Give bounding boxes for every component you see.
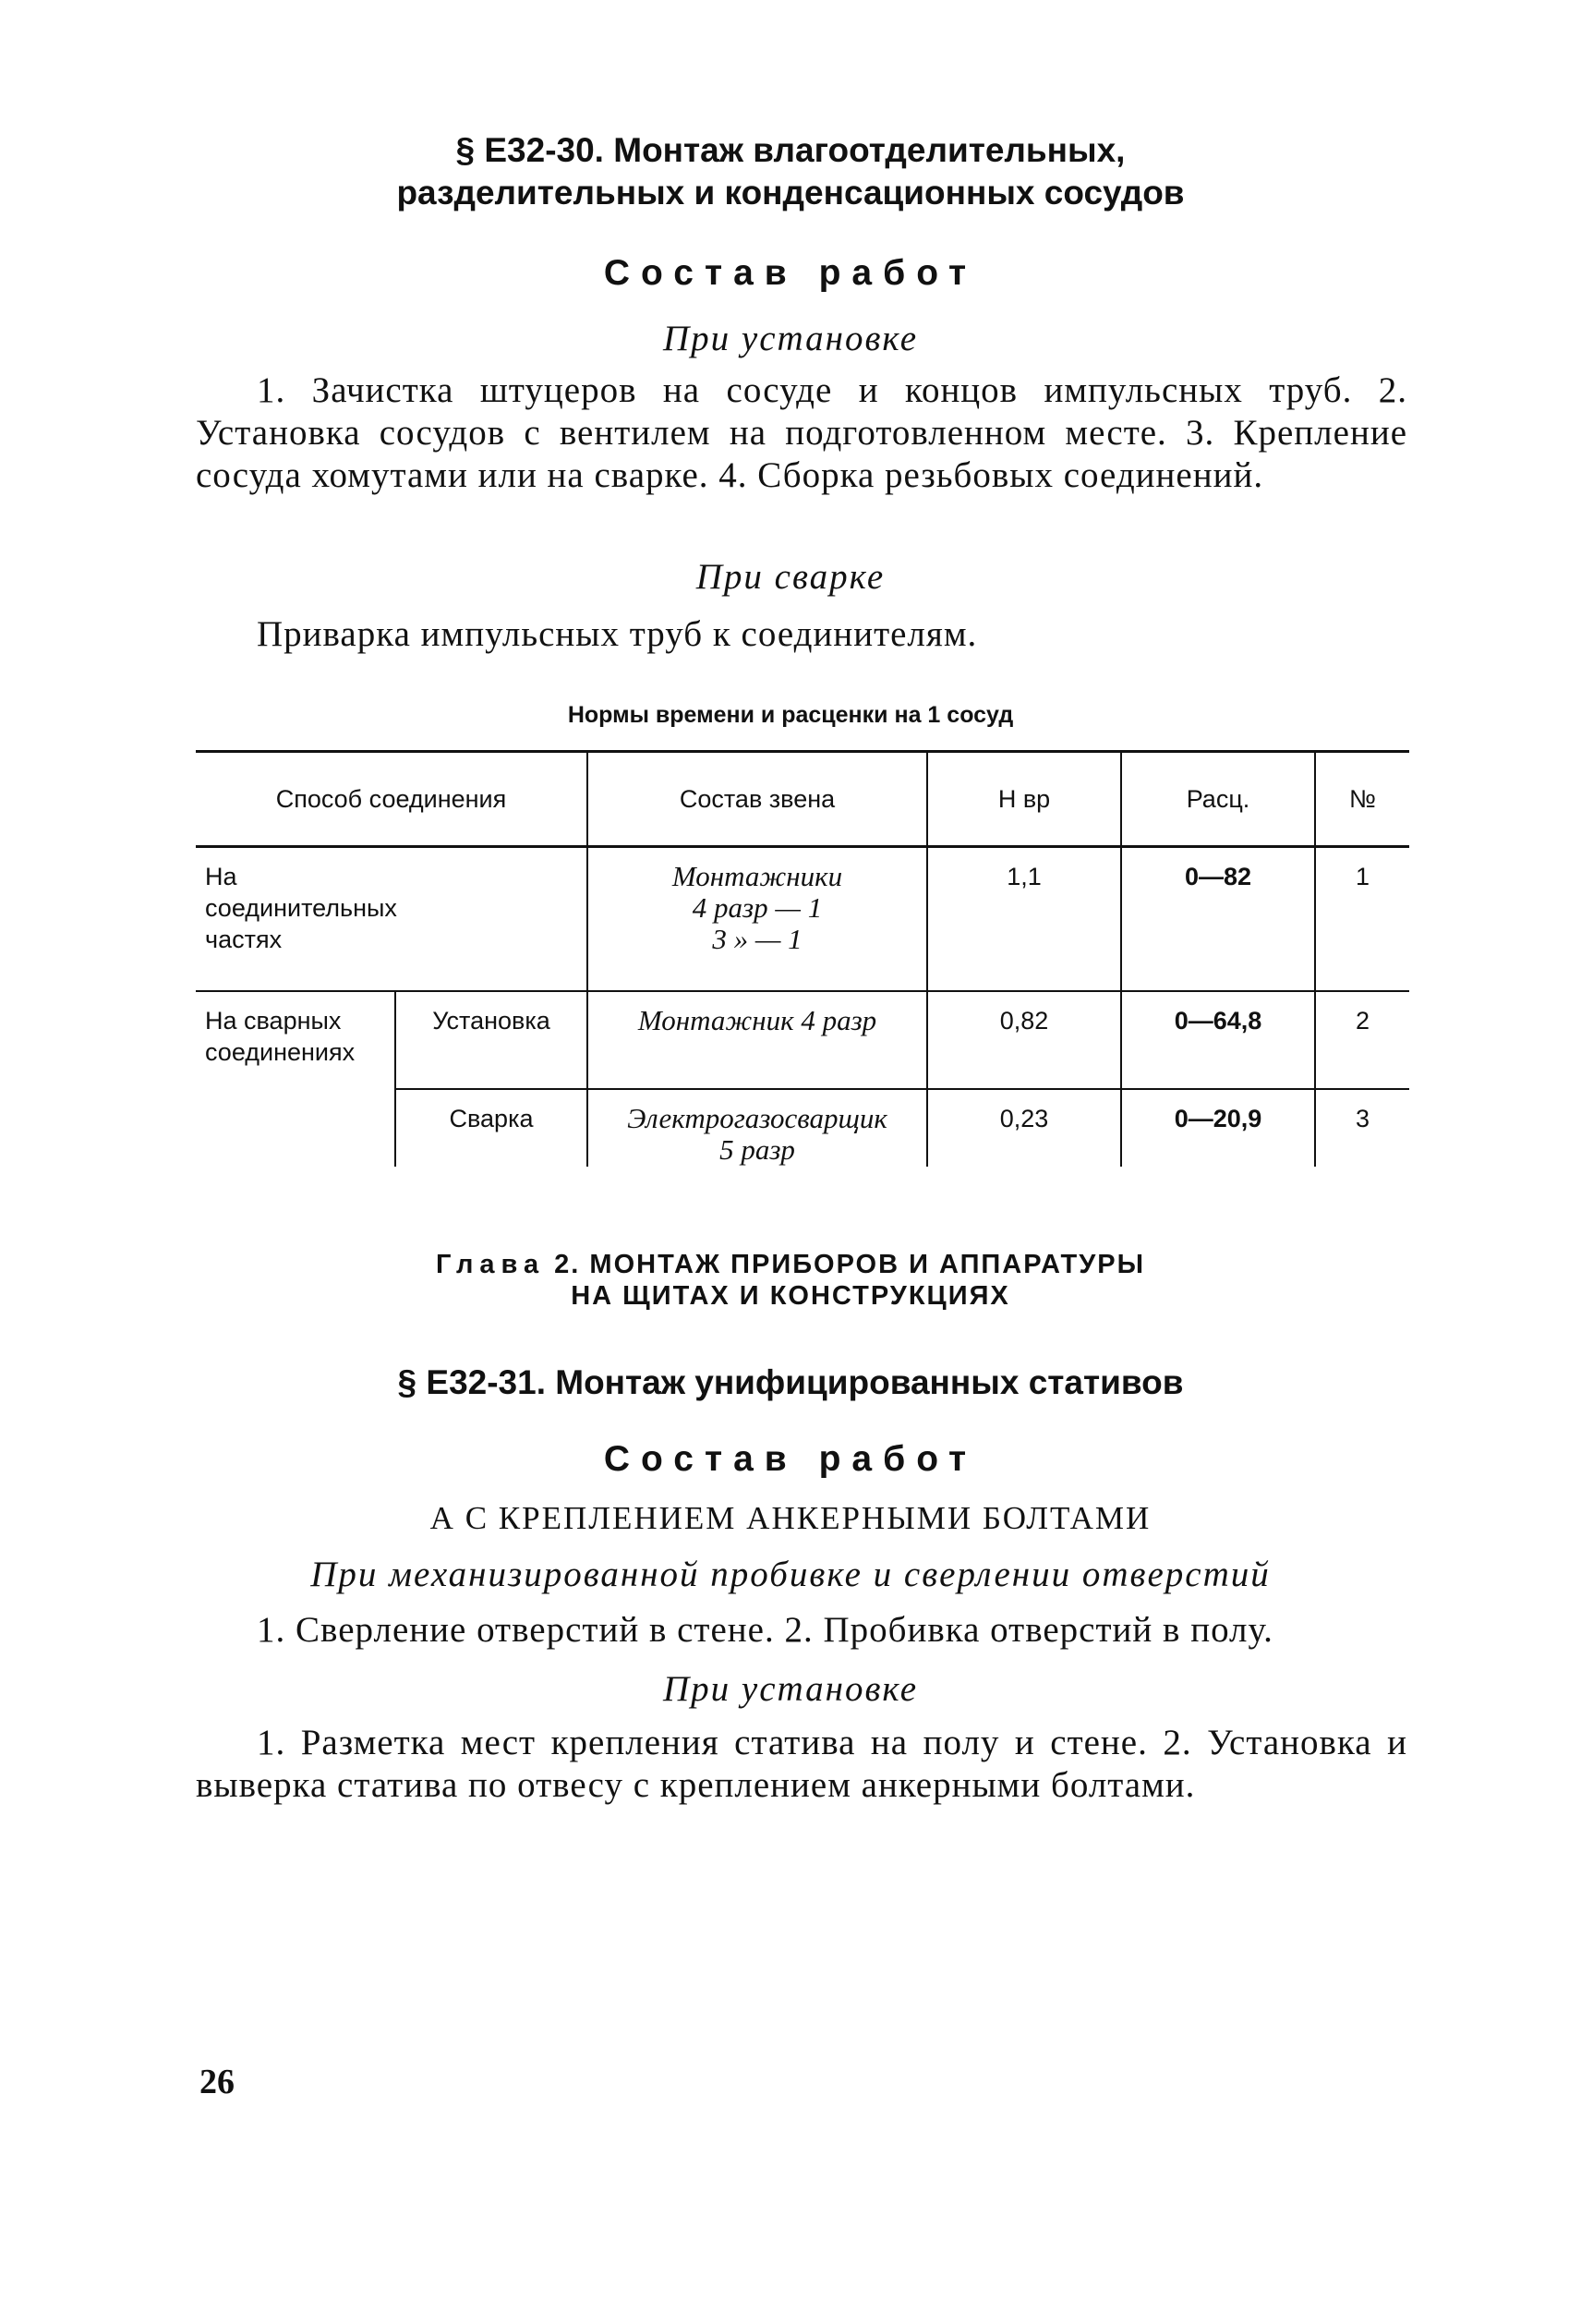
page-number: 26 [199,2063,235,2101]
norms-table [196,750,1409,1167]
row1-num: 1 [1315,847,1409,991]
anchor-bolts-subheading: А С КРЕПЛЕНИЕМ АНКЕРНЫМИ БОЛТАМИ [429,1500,1152,1536]
welding-subtitle: При сварке [695,557,886,597]
row1-crew-line3: 3 » — 1 [712,923,803,955]
header-num: № [1315,752,1409,847]
row1-crew-line2: 4 разр — 1 [692,891,823,924]
chapter-heading [185,1249,1396,1312]
table-caption: Нормы времени и расценки на 1 сосуд [567,702,1014,728]
row2-num: 2 [1315,991,1409,1089]
row1-rate: 0—82 [1121,847,1315,991]
row3-method: Сварка [395,1089,587,1167]
row1-crew [587,847,927,991]
chapter-title-line1: 2. МОНТАЖ ПРИБОРОВ И АППАРАТУРЫ [554,1250,1145,1279]
table-header-row [196,752,1409,847]
header-crew: Состав звена [587,752,927,847]
row3-crew-line2: 5 разр [719,1132,795,1166]
row2-norm: 0,82 [927,991,1121,1089]
composition-title-2: Состав работ [603,1439,978,1479]
mech-subtitle: При механизированной пробивке и сверлении отверстий [310,1555,1271,1594]
install-text-2: 1. Разметка мест крепления статива на полу и стене. 2. Установка и выверка статива по отвесу с креплением анкерными болтами. [196,1723,1407,1805]
install-text: 1. Зачистка штуцеров на сосуде и концов импульсных труб. 2. Установка сосудов с вентилем на подготовленном месте. 3. Крепление сосуда хомутами или на сварке. 4. Сборка резьбовых соединений. [196,370,1407,495]
chapter-heading-line1 [185,1249,1396,1280]
row2-rate: 0—64,8 [1121,991,1315,1089]
section-heading-line2: разделительных и конденсационных сосудов [396,174,1185,212]
welding-text: Приварка импульсных труб к соединителям. [257,614,978,654]
mech-text: 1. Сверление отверстий в стене. 2. Пробивка отверстий в полу. [257,1610,1273,1650]
composition-title: Состав работ [603,253,978,293]
row3-rate: 0—20,9 [1121,1089,1315,1167]
row3-crew-line1: Электрогазосварщик [627,1101,887,1134]
row2-group: На сварных соединениях [196,991,395,1167]
row2-method: Установка [395,991,587,1089]
chapter-title-line2: НА ЩИТАХ И КОНСТРУКЦИЯХ [571,1281,1010,1311]
header-norm: Н вр [927,752,1121,847]
section-heading-line1: § Е32-30. Монтаж влагоотделительных, [455,131,1126,169]
section-heading-e32-30 [185,129,1396,214]
install-subtitle-2: При установке [662,1669,919,1709]
install-subtitle: При установке [662,319,919,358]
row1-method: На соединительных частях [196,847,587,991]
row2-crew: Монтажник 4 разр [587,991,927,1089]
row1-norm: 1,1 [927,847,1121,991]
row3-crew [587,1089,927,1167]
header-method: Способ соединения [196,752,587,847]
row1-crew-line1: Монтажники [671,860,843,892]
header-rate: Расц. [1121,752,1315,847]
row3-norm: 0,23 [927,1089,1121,1167]
table-row [196,847,1409,991]
section-heading-e32-31: § Е32-31. Монтаж унифицированных стативов [397,1363,1184,1401]
row3-num: 3 [1355,1104,1370,1132]
chapter-label: Глава [435,1250,546,1279]
table-row [196,991,1409,1089]
